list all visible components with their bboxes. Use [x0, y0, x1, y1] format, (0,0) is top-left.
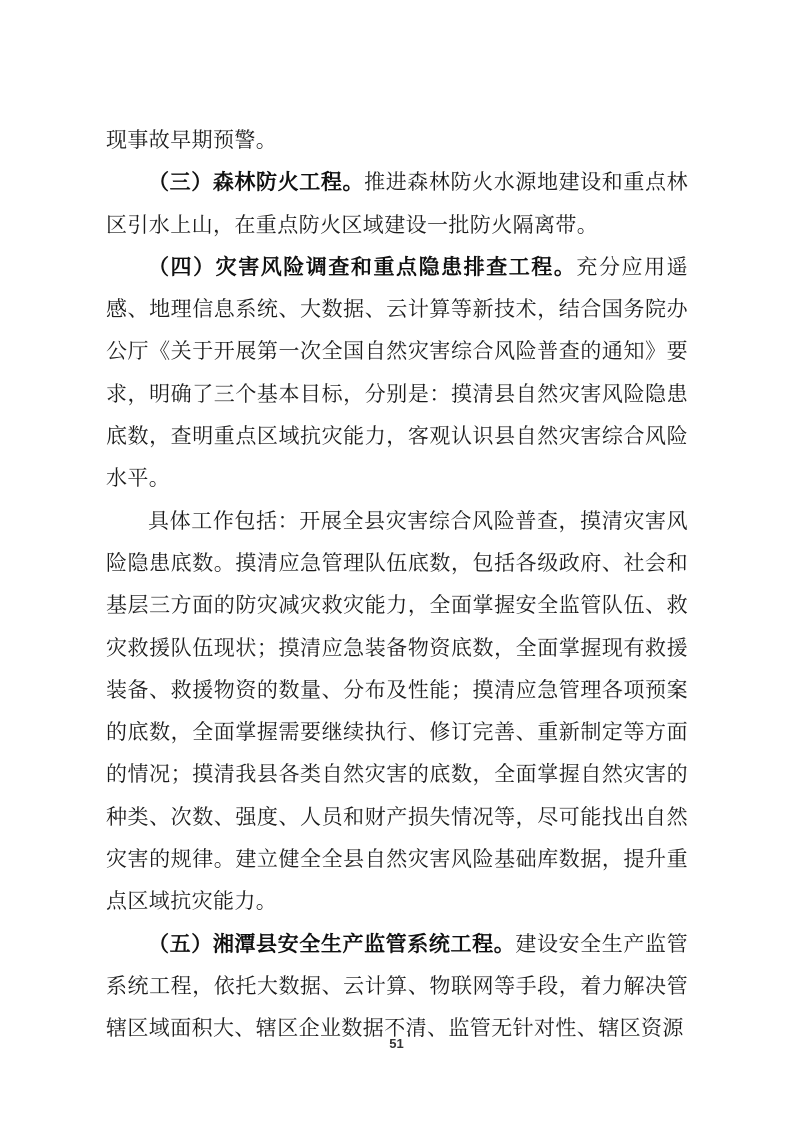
- paragraph-lead-heading: （三）森林防火工程。: [148, 170, 365, 195]
- paragraph-text: 具体工作包括：开展全县灾害综合风险普查，摸清灾害风险隐患底数。摸清应急管理队伍底数，包括各级政府、社会和基层三方面的防灾减灾救灾能力，全面掌握安全监管队伍、救灾救援队伍现状；摸清应急装备物资底数，全面掌握现有救援装备、救援物资的数量、分布及性能；摸清应急管理各项预案的底数，全面掌握需要继续执行、修订完善、重新制定等方面的情况；摸清我县各类自然灾害的底数，全面掌握自然灾害的种类、次数、强度、人员和财产损失情况等，尽可能找出自然灾害的规律。建立健全全县自然灾害风险基础库数据，提升重点区域抗灾能力。: [106, 508, 688, 914]
- page-footer: [0, 1036, 793, 1051]
- paragraph: [106, 119, 688, 161]
- paragraph-text: 建设安全生产监管系统工程，依托大数据、云计算、物联网等手段，着力解决管辖区域面积大、辖区企业数据不清、监管无针对性、辖区资源: [106, 931, 688, 1041]
- paragraph-lead-heading: （四）灾害风险调查和重点隐患排查工程。: [148, 254, 577, 279]
- paragraph-text: 推进森林防火水源地建设和重点林区引水上山，在重点防火区域建设一批防火隔离带。: [106, 170, 689, 237]
- paragraph: [106, 923, 688, 1050]
- page-number: 51: [389, 1036, 404, 1051]
- paragraph: [106, 161, 688, 246]
- paragraph-text: 充分应用遥感、地理信息系统、大数据、云计算等新技术，结合国务院办公厅《关于开展第一次全国自然灾害综合风险普查的通知》要求，明确了三个基本目标，分别是：摸清县自然灾害风险隐患底数，查明重点区域抗灾能力，客观认识县自然灾害综合风险水平。: [106, 254, 688, 491]
- paragraph-text: 现事故早期预警。: [106, 128, 278, 152]
- paragraph-lead-heading: （五）湘潭县安全生产监管系统工程。: [148, 931, 516, 956]
- paragraph: [106, 500, 688, 923]
- body-text: [106, 119, 688, 1050]
- paragraph: [106, 246, 688, 500]
